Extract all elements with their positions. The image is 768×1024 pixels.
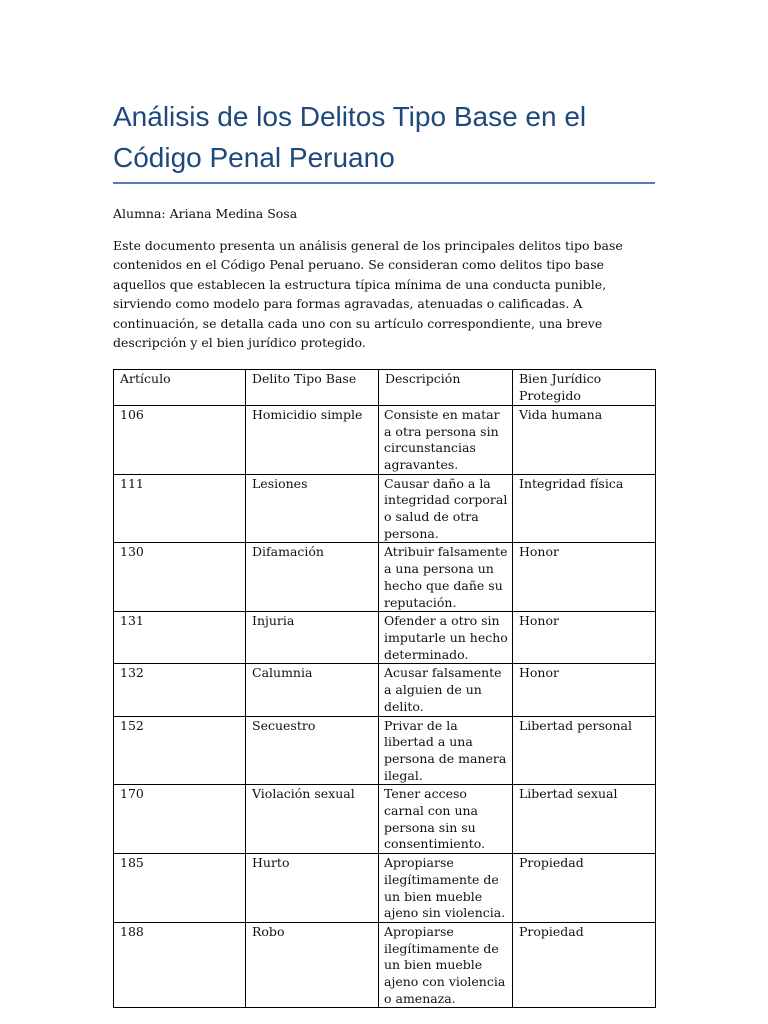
- cell-delito: Homicidio simple: [246, 405, 379, 474]
- cell-descripcion: Apropiarse ilegítimamente de un bien mueble ajeno con violencia o amenaza.: [379, 922, 513, 1008]
- cell-descripcion: Atribuir falsamente a una persona un hecho que dañe su reputación.: [379, 543, 513, 612]
- cell-delito: Injuria: [246, 612, 379, 664]
- table-row: [114, 664, 656, 716]
- cell-bien-juridico: Vida humana: [513, 405, 656, 474]
- cell-descripcion: Apropiarse ilegítimamente de un bien mueble ajeno sin violencia.: [379, 854, 513, 923]
- cell-delito: Secuestro: [246, 716, 379, 785]
- table-row: [114, 716, 656, 785]
- table-row: [114, 785, 656, 854]
- table-row: [114, 405, 656, 474]
- cell-bien-juridico: Honor: [513, 612, 656, 664]
- cell-bien-juridico: Honor: [513, 664, 656, 716]
- table-row: [114, 543, 656, 612]
- cell-articulo: 132: [114, 664, 246, 716]
- cell-delito: Hurto: [246, 854, 379, 923]
- cell-descripcion: Causar daño a la integridad corporal o salud de otra persona.: [379, 474, 513, 543]
- cell-bien-juridico: Honor: [513, 543, 656, 612]
- cell-articulo: 106: [114, 405, 246, 474]
- title-divider: [113, 182, 655, 184]
- header-delito: Delito Tipo Base: [246, 370, 379, 405]
- cell-delito: Difamación: [246, 543, 379, 612]
- cell-articulo: 170: [114, 785, 246, 854]
- cell-articulo: 111: [114, 474, 246, 543]
- cell-delito: Lesiones: [246, 474, 379, 543]
- document-page: [113, 0, 655, 1008]
- cell-descripcion: Ofender a otro sin imputarle un hecho determinado.: [379, 612, 513, 664]
- cell-delito: Violación sexual: [246, 785, 379, 854]
- table-row: [114, 854, 656, 923]
- cell-descripcion: Consiste en matar a otra persona sin circunstancias agravantes.: [379, 405, 513, 474]
- cell-delito: Robo: [246, 922, 379, 1008]
- cell-bien-juridico: Libertad personal: [513, 716, 656, 785]
- header-descripcion: Descripción: [379, 370, 513, 405]
- cell-articulo: 152: [114, 716, 246, 785]
- author-line: Alumna: Ariana Medina Sosa: [113, 206, 298, 221]
- header-bien-juridico: Bien Jurídico Protegido: [513, 370, 656, 405]
- delitos-table: [113, 369, 656, 1008]
- cell-bien-juridico: Propiedad: [513, 854, 656, 923]
- cell-articulo: 188: [114, 922, 246, 1008]
- document-title: Análisis de los Delitos Tipo Base en el Código Penal Peruano: [113, 101, 587, 173]
- cell-descripcion: Acusar falsamente a alguien de un delito.: [379, 664, 513, 716]
- intro-paragraph: Este documento presenta un análisis general de los principales delitos tipo base contenidos en el Código Penal peruano. Se consideran como delitos tipo base aquellos que establecen la estructura típica mínima de una conducta punible, sirviendo como modelo para formas agravadas, atenuadas o calificadas. A continuación, se detalla cada uno con su artículo correspondiente, una breve descripción y el bien jurídico protegido.: [113, 238, 623, 351]
- table-row: [114, 922, 656, 1008]
- header-articulo: Artículo: [114, 370, 246, 405]
- table-row: [114, 612, 656, 664]
- cell-articulo: 185: [114, 854, 246, 923]
- cell-bien-juridico: Integridad física: [513, 474, 656, 543]
- cell-articulo: 131: [114, 612, 246, 664]
- cell-bien-juridico: Libertad sexual: [513, 785, 656, 854]
- cell-bien-juridico: Propiedad: [513, 922, 656, 1008]
- cell-descripcion: Tener acceso carnal con una persona sin su consentimiento.: [379, 785, 513, 854]
- cell-descripcion: Privar de la libertad a una persona de manera ilegal.: [379, 716, 513, 785]
- cell-delito: Calumnia: [246, 664, 379, 716]
- table-row: [114, 474, 656, 543]
- table-header-row: [114, 370, 656, 405]
- cell-articulo: 130: [114, 543, 246, 612]
